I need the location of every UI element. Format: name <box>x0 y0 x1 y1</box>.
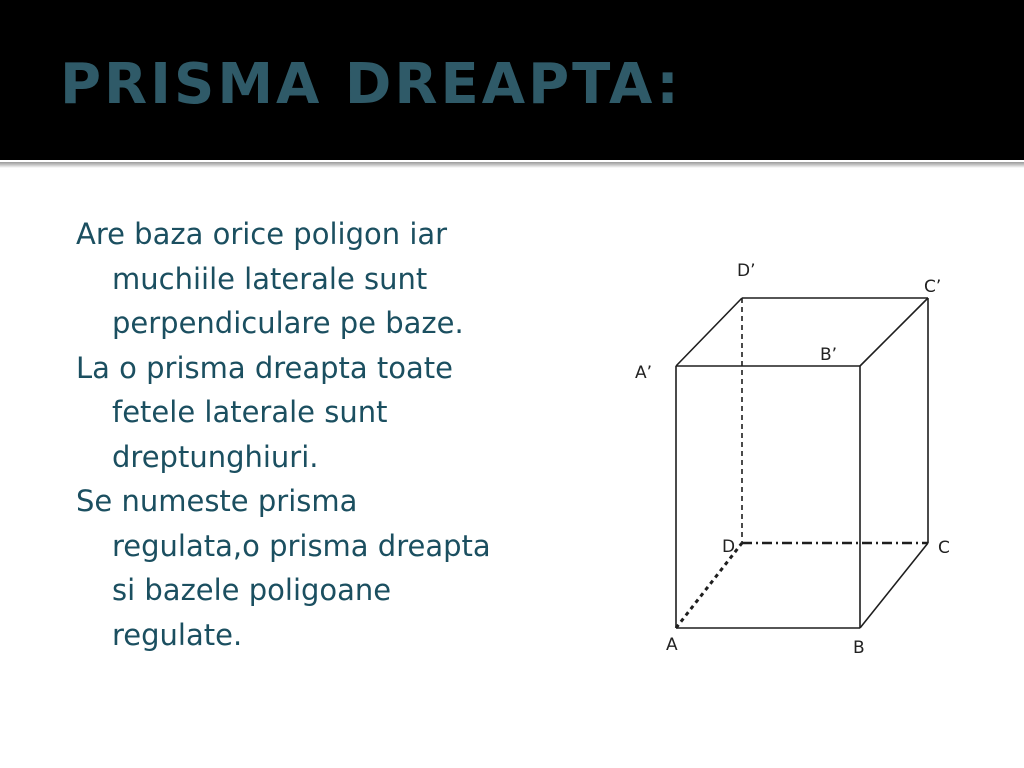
paragraph-base-definition: Are baza orice poligon iar muchiile laterale sunt perpendiculare pe baze. <box>76 217 464 340</box>
edge-b-c <box>860 543 928 628</box>
vertex-label-c: C <box>938 538 950 558</box>
edge-d-prime-a-prime <box>676 298 742 366</box>
title-divider <box>0 160 1024 168</box>
vertex-label-b-prime: B’ <box>820 345 838 365</box>
vertex-label-a-prime: A’ <box>635 363 653 383</box>
prism-diagram <box>600 240 1000 680</box>
vertex-label-b: B <box>853 638 865 658</box>
paragraph-lateral-faces: La o prisma dreapta toate fetele laterale sunt dreptunghiuri. <box>76 350 454 474</box>
title-bar <box>0 0 1024 160</box>
vertex-label-c-prime: C’ <box>924 277 942 297</box>
paragraph-regular-prism: Se numeste prisma regulata,o prisma dreapta si bazele poligoane regulate. <box>76 484 491 652</box>
slide-body <box>76 212 496 657</box>
slide-title: PRISMA DREAPTA: <box>60 52 682 117</box>
vertex-label-a: A <box>666 635 678 655</box>
vertex-label-d-prime: D’ <box>737 261 756 281</box>
edge-b-prime-c-prime <box>860 298 928 366</box>
vertex-label-d: D <box>722 537 736 557</box>
